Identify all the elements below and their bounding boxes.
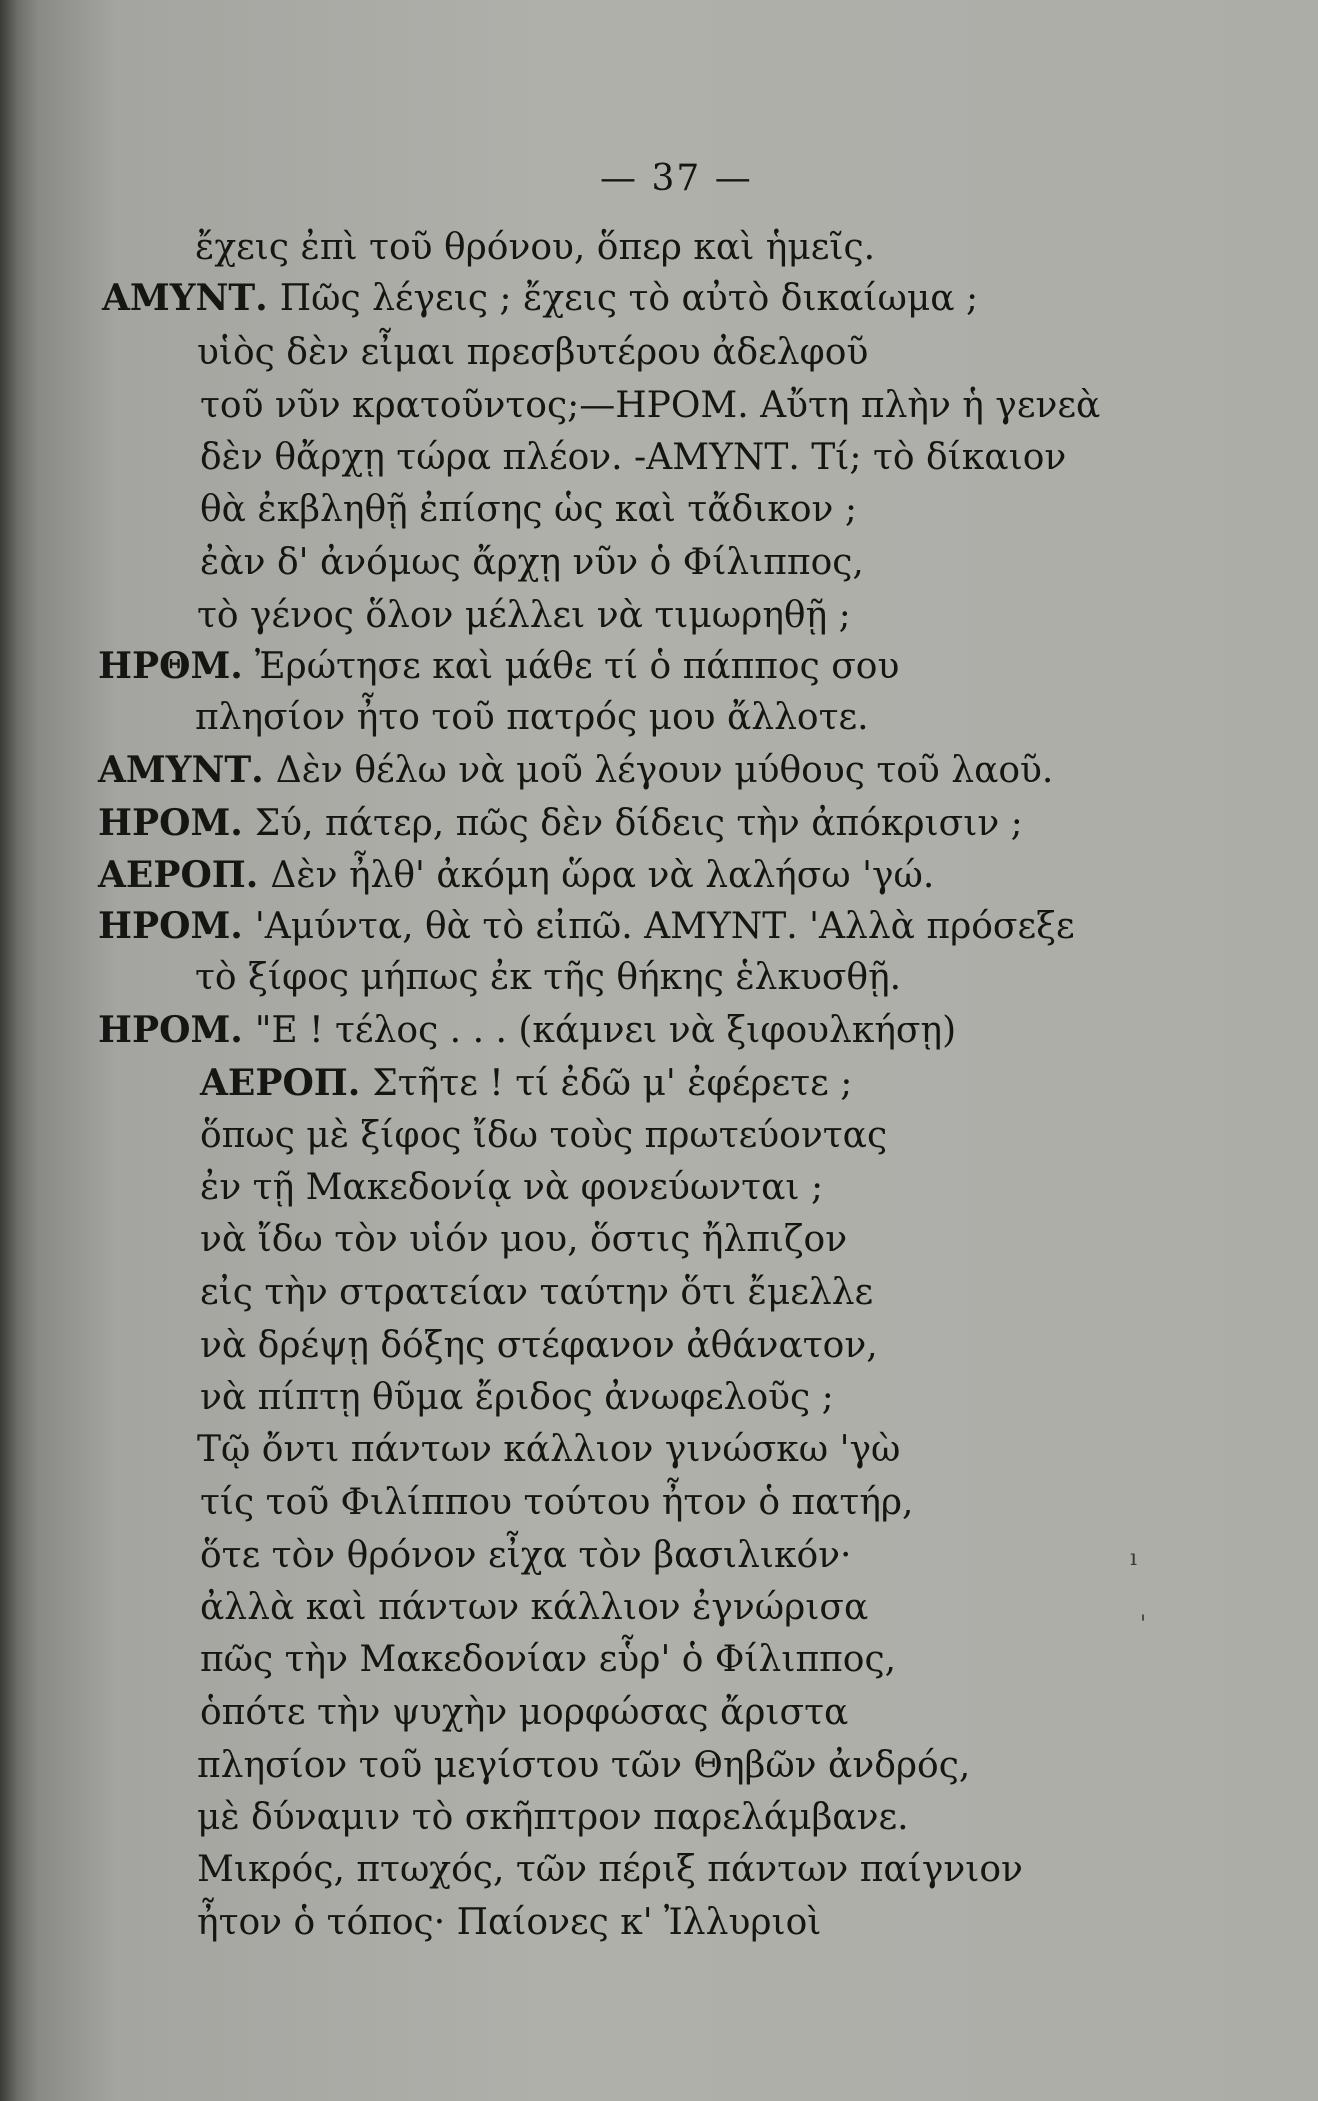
text-line: [200, 1062, 853, 1104]
speaker-label: ΗΡΘΜ.: [98, 645, 243, 687]
line-text: Στῆτε ! τί ἐδῶ μ' ἐφέρετε ;: [372, 1063, 853, 1104]
line-text: ἐν τῇ Μακεδονίᾳ νὰ φονεύωνται ;: [200, 1167, 824, 1208]
line-text: Δὲν θέλω νὰ μοῦ λέγουν μύθους τοῦ λαοῦ.: [275, 750, 1054, 791]
stray-mark: ı: [1130, 1546, 1138, 1571]
line-text: τὸ γένος ὅλον μέλλει νὰ τιμωρηθῇ ;: [197, 595, 851, 636]
line-text: ὁπότε τὴν ψυχὴν μορφώσας ἄριστα: [200, 1692, 849, 1733]
text-line: [200, 1535, 852, 1576]
text-line: [200, 1115, 888, 1156]
text-line: [200, 437, 1067, 478]
stray-mark: ': [1140, 1612, 1147, 1637]
text-line: [200, 542, 864, 583]
book-spine-shadow: [0, 0, 40, 2101]
line-text: Ἐρώτησε καὶ μάθε τί ὁ πάππος σου: [254, 646, 900, 687]
text-line: [200, 385, 1101, 426]
text-line: [200, 1692, 849, 1733]
text-line: [98, 1009, 957, 1051]
speaker-label: ΑΜΥΝΤ.: [98, 749, 264, 791]
speaker-label: ΗΡΟΜ.: [98, 802, 243, 844]
line-text: ἀλλὰ καὶ πάντων κάλλιον ἐγνώρισα: [200, 1587, 869, 1628]
line-text: ὅπως μὲ ξίφος ἴδω τοὺς πρωτεύοντας: [200, 1115, 888, 1156]
page-number: — 37 —: [600, 158, 753, 199]
line-text: δὲν θἄρχῃ τώρα πλέον. -ΑΜΥΝΤ. Τί; τὸ δίκαιον: [200, 437, 1067, 478]
line-text: Τῷ ὄντι πάντων κάλλιον γινώσκω 'γὼ: [197, 1429, 901, 1470]
line-text: ὅτε τὸν θρόνον εἶχα τὸν βασιλικόν·: [200, 1535, 852, 1576]
line-text: πλησίον ἦτο τοῦ πατρός μου ἄλλοτε.: [195, 697, 869, 738]
text-line: [200, 1587, 869, 1628]
line-text: πλησίον τοῦ μεγίστου τῶν Θηβῶν ἀνδρός,: [197, 1745, 971, 1786]
line-text: Δὲν ἦλθ' ἀκόμη ὥρα νὰ λαλήσω 'γώ.: [270, 855, 935, 896]
text-line: [98, 905, 1075, 947]
text-line: [200, 489, 857, 530]
line-text: τὸ ξίφος μήπως ἐκ τῆς θήκης ἑλκυσθῇ.: [195, 957, 902, 998]
book-page: [40, 0, 1318, 2101]
line-text: ἦτον ὁ τόπος· Παίονες κ' Ἰλλυριοὶ: [197, 1902, 822, 1943]
text-line: [197, 1745, 971, 1786]
text-line: [197, 332, 869, 373]
text-line: [200, 1167, 824, 1208]
line-text: νὰ δρέψῃ δόξης στέφανον ἀθάνατον,: [200, 1325, 878, 1366]
text-line: [98, 645, 900, 687]
text-line: [200, 1377, 834, 1418]
text-line: [200, 1219, 848, 1260]
speaker-label: ΑΕΡΟΠ.: [98, 854, 259, 896]
text-line: [200, 1639, 897, 1680]
text-line: [102, 277, 979, 319]
line-text: "Ε ! τέλος . . . (κάμνει νὰ ξιφουλκήσῃ): [254, 1010, 957, 1051]
line-text: υἱὸς δὲν εἶμαι πρεσβυτέρου ἀδελφοῦ: [197, 332, 869, 373]
page-text: [40, 0, 1318, 2101]
line-text: πῶς τὴν Μακεδονίαν εὗρ' ὁ Φίλιππος,: [200, 1639, 897, 1680]
text-line: [195, 957, 902, 998]
text-line: [98, 854, 935, 896]
text-line: [200, 1325, 878, 1366]
line-text: νὰ ἴδω τὸν υἱόν μου, ὅστις ἤλπιζον: [200, 1219, 848, 1260]
text-line: [195, 227, 876, 268]
line-text: τίς τοῦ Φιλίππου τούτου ἦτον ὁ πατήρ,: [200, 1482, 914, 1523]
line-text: ἔχεις ἐπὶ τοῦ θρόνου, ὅπερ καὶ ἡμεῖς.: [195, 227, 876, 268]
line-text: Πῶς λέγεις ; ἔχεις τὸ αὐτὸ δικαίωμα ;: [279, 278, 979, 319]
speaker-label: ΗΡΟΜ.: [98, 1009, 243, 1051]
text-line: [98, 749, 1054, 791]
text-line: [98, 802, 1023, 844]
line-text: εἰς τὴν στρατείαν ταύτην ὅτι ἔμελλε: [200, 1272, 874, 1313]
line-text: νὰ πίπτῃ θῦμα ἔριδος ἀνωφελοῦς ;: [200, 1377, 834, 1418]
speaker-label: ΑΕΡΟΠ.: [200, 1062, 361, 1104]
line-text: τοῦ νῦν κρατοῦντος;—ΗΡΟΜ. Αὔτη πλὴν ἡ γενεὰ: [200, 385, 1101, 426]
line-text: θὰ ἐκβληθῇ ἐπίσης ὡς καὶ τἄδικον ;: [200, 489, 857, 530]
text-line: [200, 1272, 874, 1313]
line-text: μὲ δύναμιν τὸ σκῆπτρον παρελάμβανε.: [197, 1797, 909, 1838]
speaker-label: ΑΜΥΝΤ.: [102, 277, 268, 319]
text-line: [197, 1902, 822, 1943]
line-text: 'Αμύντα, θὰ τὸ εἰπῶ. ΑΜΥΝΤ. 'Αλλὰ πρόσεξε: [254, 906, 1075, 947]
text-line: [200, 1482, 914, 1523]
text-line: [197, 1429, 901, 1470]
text-line: [197, 595, 851, 636]
text-line: [195, 697, 869, 738]
line-text: ἐὰν δ' ἀνόμως ἄρχῃ νῦν ὁ Φίλιππος,: [200, 542, 864, 583]
speaker-label: ΗΡΟΜ.: [98, 905, 243, 947]
line-text: Σύ, πάτερ, πῶς δὲν δίδεις τὴν ἀπόκρισιν ;: [254, 803, 1023, 844]
text-line: [197, 1849, 1023, 1890]
line-text: Μικρός, πτωχός, τῶν πέριξ πάντων παίγνιον: [197, 1849, 1023, 1890]
text-line: [197, 1797, 909, 1838]
